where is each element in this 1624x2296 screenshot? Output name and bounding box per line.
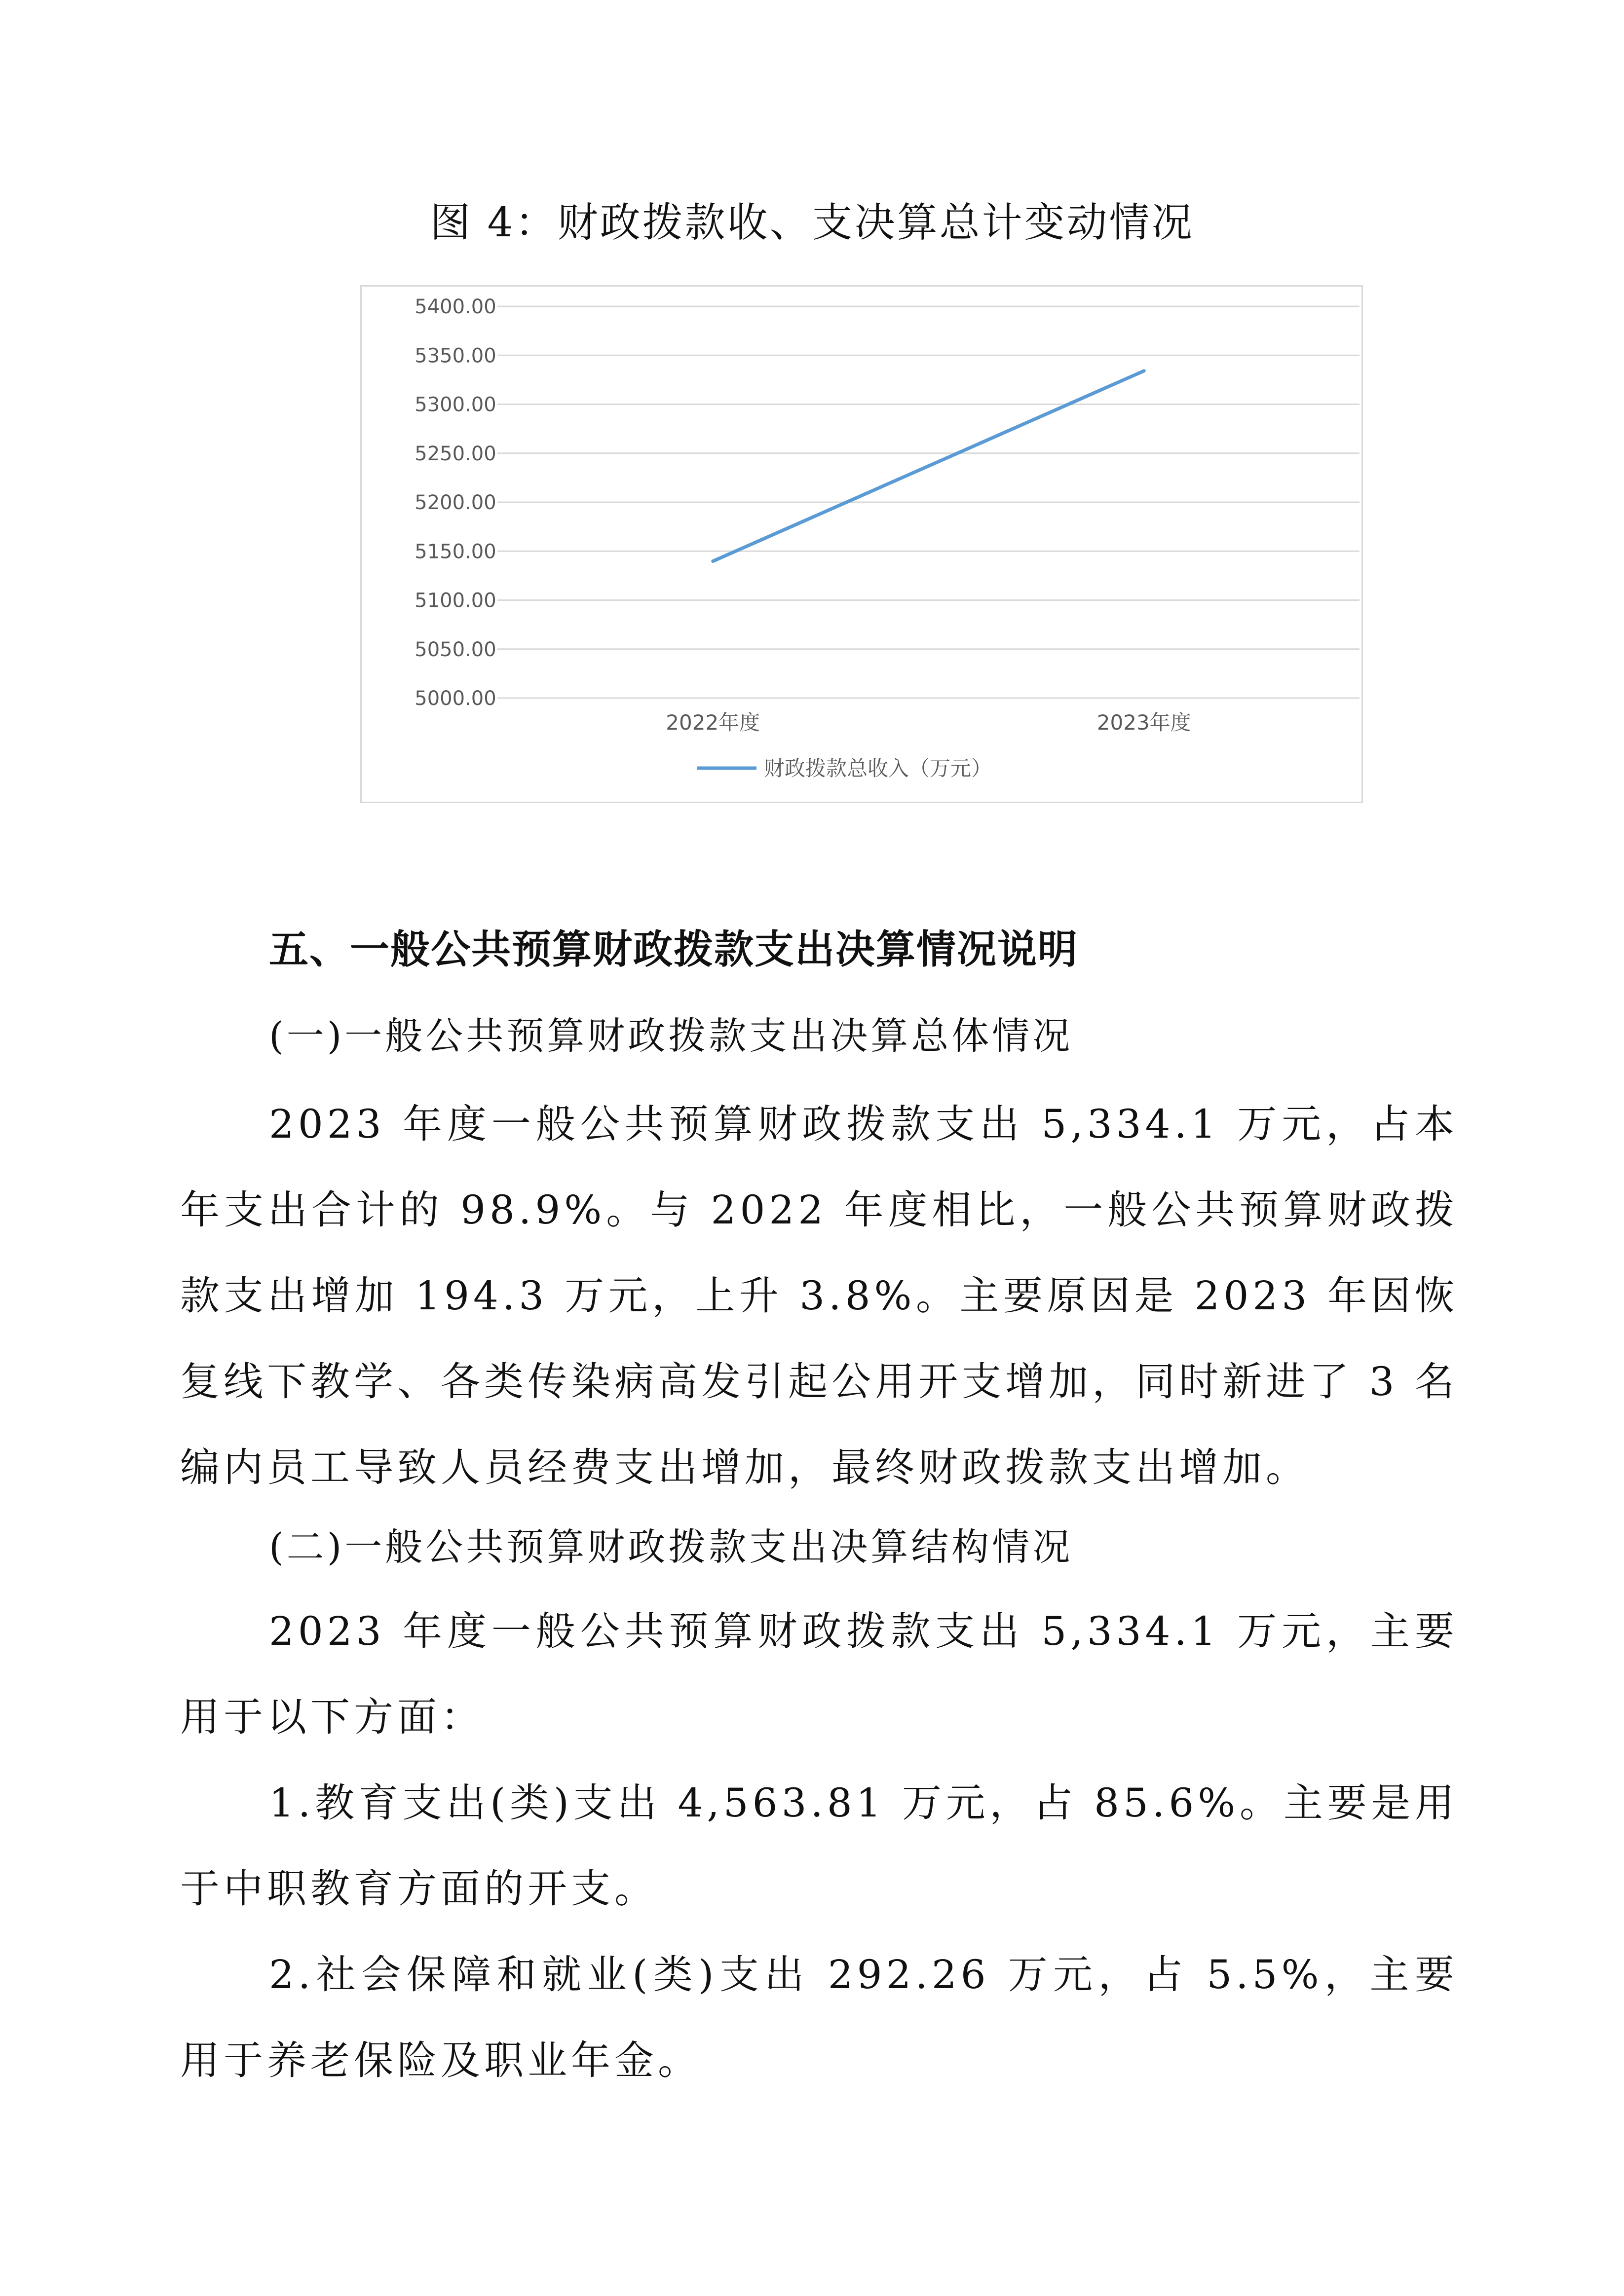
series-line-0 xyxy=(713,371,1144,561)
x-tick-label-0: 2022年度 xyxy=(666,710,760,735)
chart-series xyxy=(713,371,1144,561)
paragraph-structure-intro: 2023 年度一般公共预算财政拨款支出 5,334.1 万元，主要用于以下方面： xyxy=(180,1608,1458,1740)
y-tick-label-3: 5150.00 xyxy=(415,540,496,563)
y-tick-label-1: 5050.00 xyxy=(415,638,496,661)
y-tick-label-2: 5100.00 xyxy=(415,589,496,612)
chart-canvas xyxy=(362,287,1361,802)
y-tick-label-7: 5350.00 xyxy=(415,344,496,368)
paragraph-item-education: 1.教育支出(类)支出 4,563.81 万元，占 85.6%。主要是用于中职教育方面的开支。 xyxy=(180,1780,1458,1912)
y-tick-label-5: 5250.00 xyxy=(415,442,496,465)
y-tick-label-8: 5400.00 xyxy=(415,296,496,318)
section-heading: 五、一般公共预算财政拨款支出决算情况说明 xyxy=(269,926,1078,972)
line-chart xyxy=(360,285,1363,803)
figure-caption: 图 4：财政拨款收、支决算总计变动情况 xyxy=(430,199,1194,246)
y-tick-label-4: 5200.00 xyxy=(415,491,496,514)
paragraph-item-social-security: 2.社会保障和就业(类)支出 292.26 万元，占 5.5%，主要用于养老保险及职业年金。 xyxy=(180,1952,1458,2083)
subsection-title-overall: (一)一般公共预算财政拨款支出决算总体情况 xyxy=(269,1014,1073,1058)
legend-label-0: 财政拨款总收入（万元） xyxy=(764,756,992,780)
y-tick-label-6: 5300.00 xyxy=(415,393,496,416)
chart-legend xyxy=(697,756,992,780)
subsection-title-structure: (二)一般公共预算财政拨款支出决算结构情况 xyxy=(269,1525,1073,1569)
y-axis-tick-labels xyxy=(415,296,496,710)
chart-gridlines xyxy=(497,306,1360,698)
paragraph-overall: 2023 年度一般公共预算财政拨款支出 5,334.1 万元，占本年支出合计的 98.9%。与 2022 年度相比，一般公共预算财政拨款支出增加 194.3 万元，上升 3.8%。主要原因是 2023 年因恢复线下教学、各类传染病高发引起公用开支增加，同时新进了 3 名编内员工导致人员经费支出增加，最终财政拨款支出增加。 xyxy=(180,1101,1458,1490)
x-axis-tick-labels xyxy=(666,710,1191,735)
y-tick-label-0: 5000.00 xyxy=(415,687,496,710)
x-tick-label-1: 2023年度 xyxy=(1096,710,1191,735)
